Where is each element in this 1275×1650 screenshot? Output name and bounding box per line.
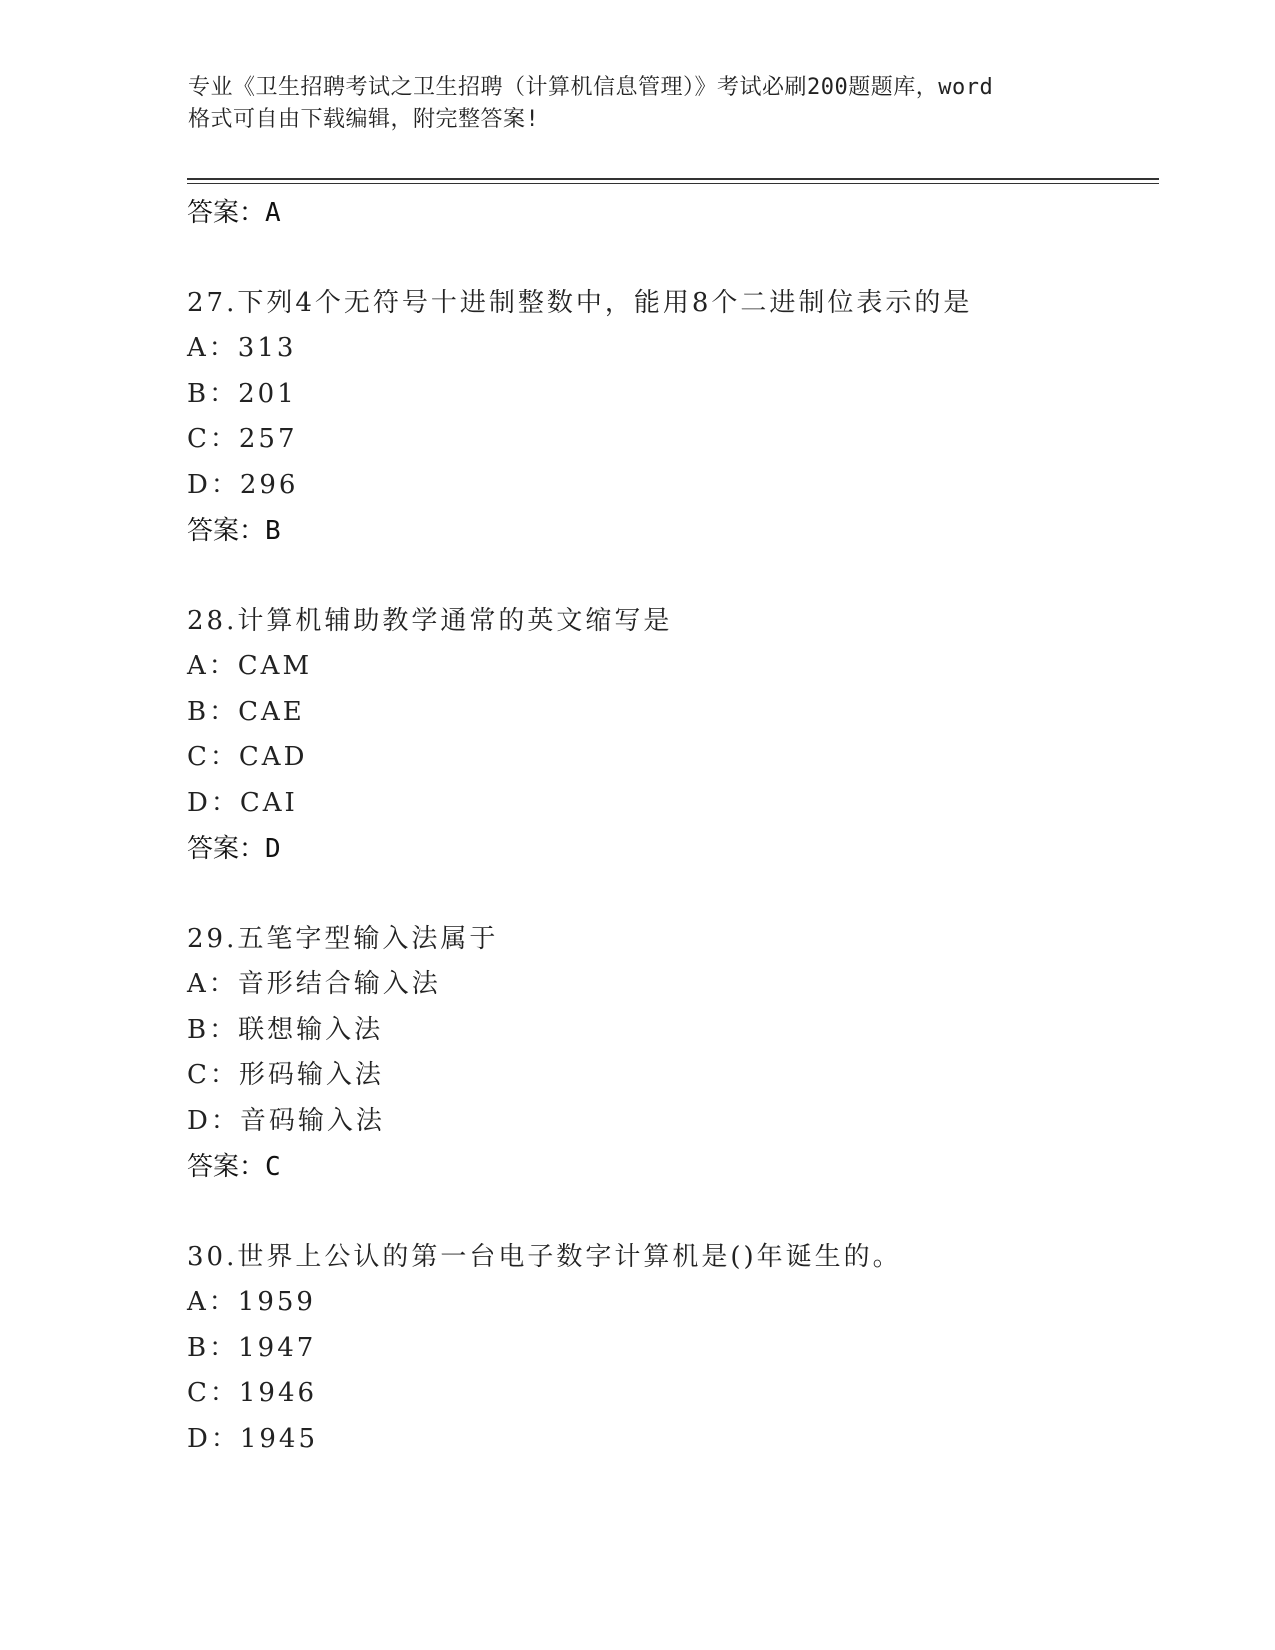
question-stem: 28.计算机辅助教学通常的英文缩写是 xyxy=(187,606,673,636)
option-c: C：形码输入法 xyxy=(187,1060,384,1090)
option-b: B：201 xyxy=(187,378,297,409)
question-stem: 27.下列4个无符号十进制整数中，能用8个二进制位表示的是 xyxy=(187,288,973,318)
answer-line: 答案：D xyxy=(187,834,281,864)
option-c: C：CAD xyxy=(187,742,308,772)
answer-line: 答案：B xyxy=(187,516,281,546)
header-line-2: 格式可自由下载编辑，附完整答案! xyxy=(188,107,540,132)
option-d: D：1945 xyxy=(187,1423,319,1454)
question-stem: 30.世界上公认的第一台电子数字计算机是()年诞生的。 xyxy=(187,1242,902,1272)
question-block xyxy=(187,598,1147,872)
question-list xyxy=(187,190,1147,1462)
option-a: A：313 xyxy=(187,333,297,363)
option-b: B：CAE xyxy=(187,696,305,727)
option-d: D：296 xyxy=(187,469,299,500)
option-a: A：CAM xyxy=(187,651,313,681)
option-b: B：联想输入法 xyxy=(187,1014,384,1045)
header-rule-thick xyxy=(187,178,1159,180)
question-block xyxy=(187,916,1147,1190)
page-header xyxy=(188,72,1098,136)
option-a: A：1959 xyxy=(187,1287,316,1317)
question-block xyxy=(187,280,1147,554)
option-c: C：1946 xyxy=(187,1378,318,1408)
header-line-1: 专业《卫生招聘考试之卫生招聘（计算机信息管理）》考试必刷200题题库，word xyxy=(188,75,994,100)
option-c: C：257 xyxy=(187,424,298,454)
answer-line: 答案：C xyxy=(187,1152,281,1182)
option-a: A：音形结合输入法 xyxy=(187,969,441,999)
option-d: D：音码输入法 xyxy=(187,1105,385,1136)
answer-line: 答案：A xyxy=(187,198,281,228)
question-stem: 29.五笔字型输入法属于 xyxy=(187,924,499,954)
option-d: D：CAI xyxy=(187,787,298,818)
option-b: B：1947 xyxy=(187,1332,317,1363)
question-block xyxy=(187,1234,1147,1462)
header-rule-thin xyxy=(187,183,1159,184)
